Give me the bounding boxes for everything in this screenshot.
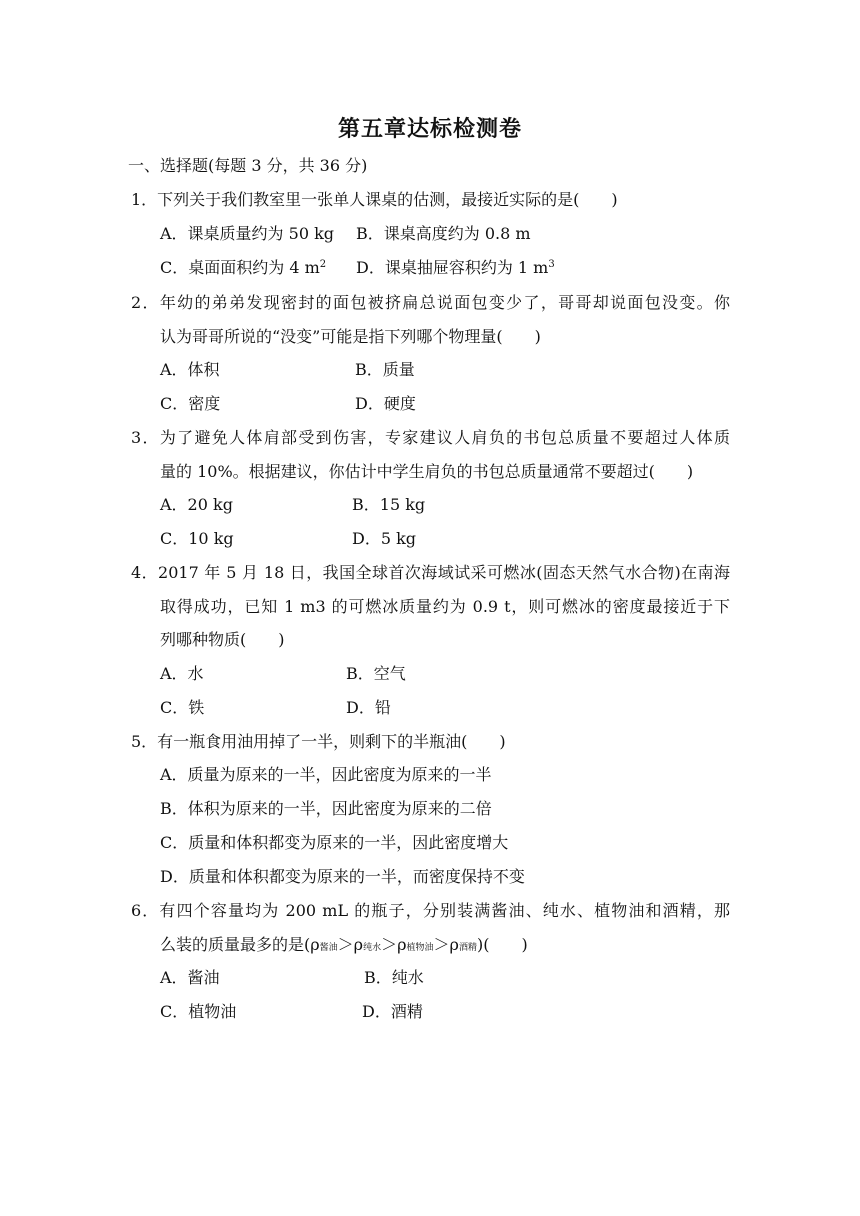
question-5-stem: 5．有一瓶食用油用掉了一半，则剩下的半瓶油( ) <box>131 732 506 751</box>
question-3-option-d: D．5 kg <box>352 529 417 548</box>
subscript-vegetable-oil: 植物油 <box>406 943 434 953</box>
question-3-option-c: C．10 kg <box>160 529 234 548</box>
question-4-option-d: D．铅 <box>346 698 391 717</box>
question-6-option-d: D．酒精 <box>362 1002 423 1021</box>
question-5-option-d: D．质量和体积都变为原来的一半，而密度保持不变 <box>160 867 525 886</box>
superscript-2: 2 <box>319 259 327 270</box>
question-1-option-c-text: C．桌面面积约为 4 m <box>160 258 320 277</box>
question-6-option-b: B．纯水 <box>364 968 424 987</box>
question-3-option-a: A．20 kg <box>160 495 233 514</box>
greater-than-rho: ＞ρ <box>433 935 459 954</box>
page-title: 第五章达标检测卷 <box>337 117 522 142</box>
question-5-option-b: B．体积为原来的一半，因此密度为原来的二倍 <box>160 799 492 818</box>
question-2-option-a: A．体积 <box>160 360 220 379</box>
greater-than-rho: ＞ρ <box>337 935 364 954</box>
question-2-stem-line-1: 2．年幼的弟弟发现密封的面包被挤扁总说面包变少了，哥哥却说面包没变。你 <box>131 293 730 312</box>
superscript-3: 3 <box>548 259 555 270</box>
subscript-soy-sauce: 酱油 <box>319 943 338 953</box>
subscript-pure-water: 纯水 <box>363 943 382 953</box>
question-3-stem-line-1: 3．为了避免人体肩部受到伤害，专家建议人肩负的书包总质量不要超过人体质 <box>131 428 730 447</box>
stem-text: 么装的质量最多的是(ρ <box>160 935 320 954</box>
question-4-option-c: C．铁 <box>160 698 205 717</box>
question-2-option-d: D．硬度 <box>355 394 416 413</box>
section-heading: 一、选择题(每题 3 分，共 36 分) <box>128 156 368 175</box>
question-1-option-a: A．课桌质量约为 50 kg <box>160 224 335 243</box>
question-4-stem-line-1: 4．2017 年 5 月 18 日，我国全球首次海域试采可燃冰(固态天然气水合物)在南海 <box>131 563 730 582</box>
question-3-stem-line-2: 量的 10%。根据建议，你估计中学生肩负的书包总质量通常不要超过( ) <box>160 462 694 481</box>
question-1-option-d <box>356 253 555 283</box>
question-4-stem-line-2: 取得成功，已知 1 m3 的可燃冰质量约为 0.9 t，则可燃冰的密度最接近于下 <box>160 597 730 616</box>
question-2-option-b: B．质量 <box>355 360 415 379</box>
question-6-option-c: C．植物油 <box>160 1002 237 1021</box>
question-5-option-a: A．质量为原来的一半，因此密度为原来的一半 <box>160 765 492 784</box>
question-5-option-c: C．质量和体积都变为原来的一半，因此密度增大 <box>160 833 509 852</box>
question-3-option-b: B．15 kg <box>352 495 426 514</box>
subscript-alcohol: 酒精 <box>458 943 477 953</box>
stem-text-end: )( ) <box>476 935 528 954</box>
question-2-option-c: C．密度 <box>160 394 221 413</box>
question-1-option-d-text: D．课桌抽屉容积约为 1 m <box>356 258 549 277</box>
question-6-option-a: A．酱油 <box>160 968 220 987</box>
question-2-stem-line-2: 认为哥哥所说的“没变”可能是指下列哪个物理量( ) <box>160 327 541 346</box>
question-4-option-b: B．空气 <box>346 664 406 683</box>
question-6-stem-line-1: 6．有四个容量均为 200 mL 的瓶子，分别装满酱油、纯水、植物油和酒精，那 <box>131 901 730 920</box>
question-6-stem-line-2 <box>160 930 528 960</box>
question-4-option-a: A．水 <box>160 664 204 683</box>
question-1-option-c <box>160 253 326 283</box>
question-1-option-b: B．课桌高度约为 0.8 m <box>356 224 531 243</box>
greater-than-rho: ＞ρ <box>381 935 407 954</box>
question-1-stem: 1．下列关于我们教室里一张单人课桌的估测，最接近实际的是( ) <box>131 190 618 209</box>
question-4-stem-line-3: 列哪种物质( ) <box>160 630 285 649</box>
